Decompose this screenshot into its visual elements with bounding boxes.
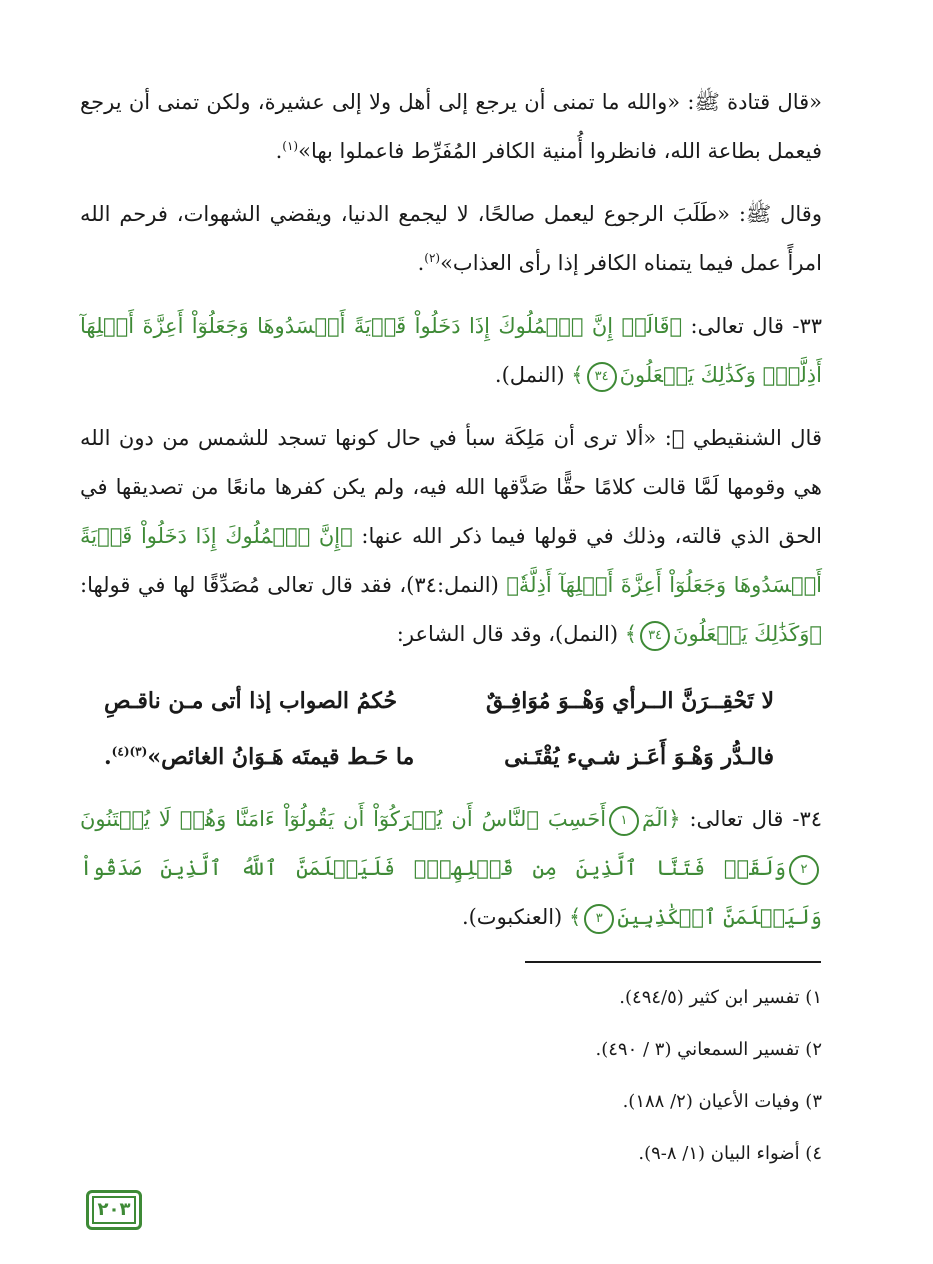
- quran-text: إِنَّ ٱلۡمُلُوكَ إِذَا دَخَلُواْ قَرۡيَةً أَفۡسَدُوهَا وَجَعَلُوٓاْ أَعِزَّةَ أَهۡلِهَآ أَذِلَّةٗ: [80, 524, 823, 597]
- punctuation: .: [104, 744, 112, 770]
- verse-number-icon: ٣: [584, 904, 614, 934]
- footnote-ref[interactable]: (١): [282, 139, 299, 153]
- poem-hemistich-right: لا تَحْقِــرَنَّ الــرأي وَهْــوَ مُوَافِـقٌ: [485, 688, 774, 714]
- footnote-item: ١) تفسير ابن كثير (٤٩٤/٥).: [619, 987, 822, 1008]
- poem-text: ما حَـط قيمتَه هَـوَانُ الغائص»: [147, 744, 415, 770]
- item-lead: ٣٤- قال تعالى:: [680, 807, 822, 831]
- ornate-bracket-open: ﴿: [669, 314, 683, 338]
- ornate-bracket-close: ﴾: [506, 573, 519, 597]
- footnote-ref[interactable]: (٢): [424, 251, 441, 265]
- quote-text: (النمل)، وقد قال الشاعر:: [396, 622, 625, 646]
- paragraph-shanqiti: [80, 414, 822, 659]
- poem-hemistich-right: فالـدُّر وَهْـوَ أَعَـز شـيء يُقْتَـنى: [504, 744, 774, 770]
- footnote-item: ٣) وفيات الأعيان (٢/ ١٨٨).: [622, 1091, 822, 1112]
- paragraph-qatada: [80, 78, 822, 176]
- poem-hemistich-left: [104, 729, 414, 785]
- paragraph-verse-34: [80, 795, 822, 942]
- poem-line-1: [80, 673, 822, 729]
- footnotes: [80, 978, 822, 1186]
- quote-text: (النمل:٣٤)، فقد قال تعالى مُصَدِّقًا لها في قولها:: [80, 573, 507, 597]
- quran-text: أَحَسِبَ ٱلنَّاسُ أَن يُتۡرَكُوٓاْ أَن يَقُولُوٓاْ ءَامَنَّا وَهُمۡ لَا يُفۡتَنُونَ: [80, 807, 607, 831]
- paragraph-verse-33: [80, 302, 822, 400]
- ornate-bracket-close: ﴾: [568, 905, 582, 929]
- quran-text: قَالَتۡ إِنَّ ٱلۡمُلُوكَ إِذَا دَخَلُواْ قَرۡيَةً أَفۡسَدُوهَا وَجَعَلُوٓاْ أَعِزَّةَ أَهۡلِهَآ أَذِلَّةٗۚ وَكَذَٰلِكَ يَفۡعَلُونَ: [80, 314, 822, 387]
- verse-number-icon: ١: [609, 806, 639, 836]
- punctuation: .: [275, 139, 283, 163]
- ornate-bracket-close: ﴾: [624, 622, 638, 646]
- poem-line-2: [80, 729, 822, 785]
- page-number-badge: [86, 1190, 142, 1230]
- ornate-bracket-open: ﴿: [809, 622, 822, 646]
- verse-number-icon: ٣٤: [587, 362, 617, 392]
- footnote-ref[interactable]: (٣)(٤): [111, 744, 148, 759]
- item-lead: ٣٣- قال تعالى:: [682, 314, 822, 338]
- quote-text: وقال ﷺ: «طَلَبَ الرجوع ليعمل صالحًا، لا ليجمع الدنيا، ويقضي الشهوات، فرحم الله امرأً عمل فيما يتمناه الكافر إذا رأى العذاب»: [80, 202, 822, 275]
- ornate-bracket-open: ﴿: [668, 807, 681, 831]
- quran-text: الٓمٓ: [642, 807, 669, 831]
- ornate-bracket-close: ﴾: [571, 363, 584, 387]
- page-body: [80, 78, 822, 956]
- quran-text: وَلَقَدۡ فَتَنَّا ٱلَّذِينَ مِن قَبۡلِهِمۡۖ فَلَيَعۡلَمَنَّ ٱللَّهُ ٱلَّذِينَ صَدَقُواْ وَلَيَعۡلَمَنَّ ٱلۡكَٰذِبِينَ: [80, 856, 822, 929]
- surah-name: (العنكبوت).: [461, 905, 569, 929]
- quote-text: قال الشنقيطي ﷺ: «ألا ترى أن مَلِكَة سبأ في حال كونها تسجد للشمس من دون الله هي وقومها لَمَّا قالت كلامًا حقًّا صَدَّقها الله فيه، ولم يكن كفرها مانعًا من تصديقها في الحق الذي قالته، وذلك في قولها فيما ذكر الله عنها:: [80, 426, 822, 548]
- footnote-item: ٢) تفسير السمعاني (٣ / ٤٩٠).: [595, 1039, 822, 1060]
- quran-text: وَكَذَٰلِكَ يَفۡعَلُونَ: [673, 622, 810, 646]
- poem: [80, 673, 822, 785]
- poem-hemistich-left: حُكمُ الصواب إذا أتى مـن ناقـصِ: [104, 688, 398, 714]
- surah-name: (النمل).: [494, 363, 572, 387]
- verse-number-icon: ٣٤: [640, 621, 670, 651]
- page-number: ٢٠٣: [97, 1199, 131, 1220]
- quote-text: «قال قتادة ﷺ: «والله ما تمنى أن يرجع إلى أهل ولا إلى عشيرة، ولكن تمنى أن يرجع فيعمل بطاعة الله، فانظروا أُمنية الكافر المُفَرِّط فاعملوا بها»: [80, 90, 822, 163]
- punctuation: .: [417, 251, 425, 275]
- footnote-divider: [525, 961, 821, 963]
- ornate-bracket-open: ﴿: [340, 524, 353, 548]
- footnote-item: ٤) أضواء البيان (١/ ٨-٩).: [638, 1143, 822, 1164]
- verse-number-icon: ٢: [789, 855, 819, 885]
- paragraph-commentary: [80, 190, 822, 288]
